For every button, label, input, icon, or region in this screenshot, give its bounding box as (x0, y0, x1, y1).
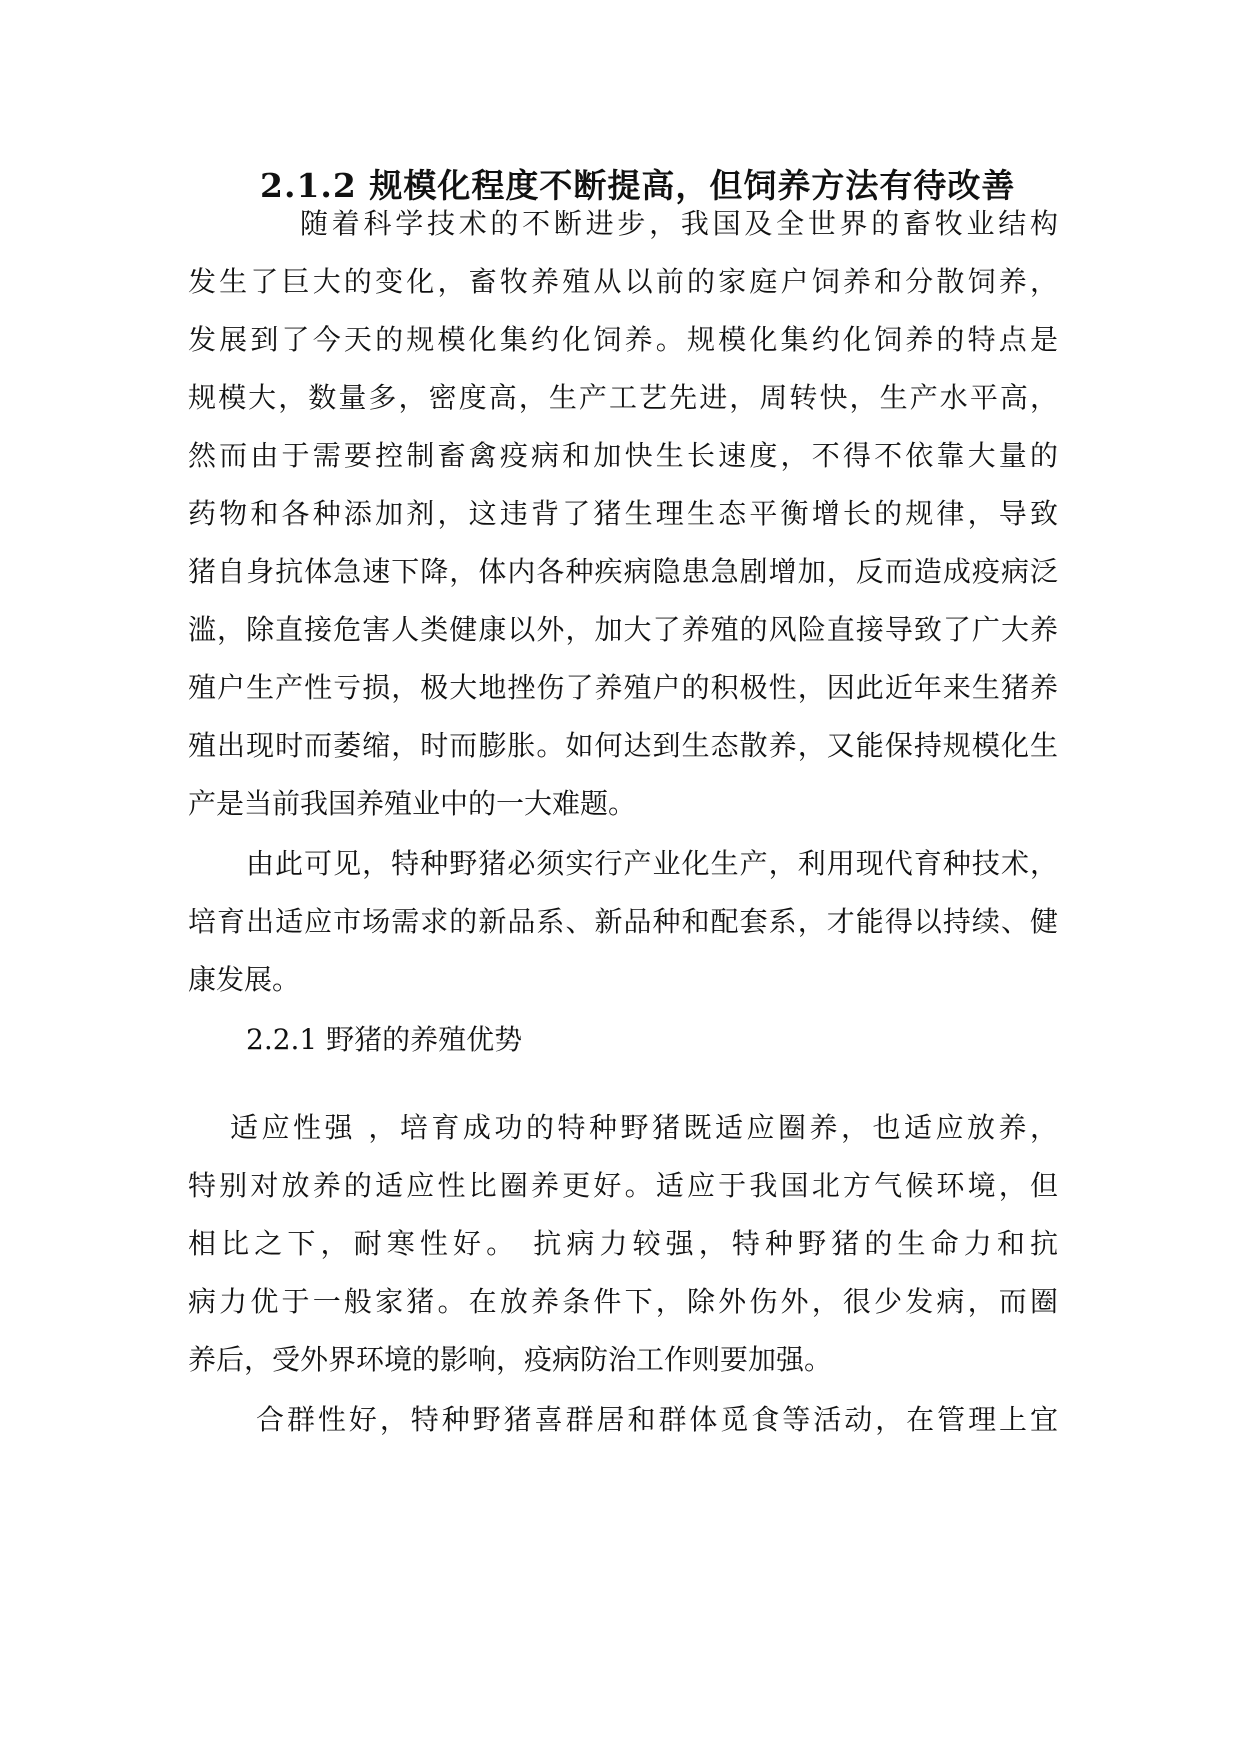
paragraph-line: 特别对放养的适应性比圈养更好。适应于我国北方气候环境，但 (188, 1169, 1058, 1202)
paragraph-line: 药物和各种添加剂，这违背了猪生理生态平衡增长的规律，导致 (188, 497, 1058, 530)
paragraph-line: 养后，受外界环境的影响，疫病防治工作则要加强。 (188, 1343, 833, 1376)
paragraph-line: 随着科学技术的不断进步，我国及全世界的畜牧业结构 (300, 207, 1058, 240)
subsection-heading: 2.2.1 野猪的养殖优势 (246, 1023, 523, 1056)
paragraph-line: 殖户生产性亏损，极大地挫伤了养殖户的积极性，因此近年来生猪养 (188, 671, 1058, 704)
paragraph-line: 合群性好，特种野猪喜群居和群体觅食等活动，在管理上宜 (256, 1403, 1058, 1436)
paragraph-line: 猪自身抗体急速下降，体内各种疾病隐患急剧增加，反而造成疫病泛 (188, 555, 1058, 588)
paragraph-line: 由此可见，特种野猪必须实行产业化生产，利用现代育种技术， (246, 847, 1058, 880)
paragraph-line: 相比之下，耐寒性好。 抗病力较强，特种野猪的生命力和抗 (188, 1227, 1058, 1260)
paragraph-line: 然而由于需要控制畜禽疫病和加快生长速度，不得不依靠大量的 (188, 439, 1058, 472)
paragraph-line: 滥，除直接危害人类健康以外，加大了养殖的风险直接导致了广大养 (188, 613, 1058, 646)
paragraph-line: 培育出适应市场需求的新品系、新品种和配套系，才能得以持续、健 (188, 905, 1058, 938)
paragraph-line: 适应性强 ，培育成功的特种野猪既适应圈养，也适应放养， (230, 1111, 1058, 1144)
paragraph-line: 病力优于一般家猪。在放养条件下，除外伤外，很少发病，而圈 (188, 1285, 1058, 1318)
paragraph-line: 发生了巨大的变化，畜牧养殖从以前的家庭户饲养和分散饲养， (188, 265, 1058, 298)
paragraph-line: 康发展。 (188, 963, 301, 996)
paragraph-line: 规模大，数量多，密度高，生产工艺先进，周转快，生产水平高， (188, 381, 1058, 414)
paragraph-line: 殖出现时而萎缩，时而膨胀。如何达到生态散养，又能保持规模化生 (188, 729, 1058, 762)
section-heading: 2.1.2 规模化程度不断提高，但饲养方法有待改善 (260, 166, 1016, 205)
paragraph-line: 产是当前我国养殖业中的一大难题。 (188, 787, 637, 820)
paragraph-line: 发展到了今天的规模化集约化饲养。规模化集约化饲养的特点是 (188, 323, 1058, 356)
